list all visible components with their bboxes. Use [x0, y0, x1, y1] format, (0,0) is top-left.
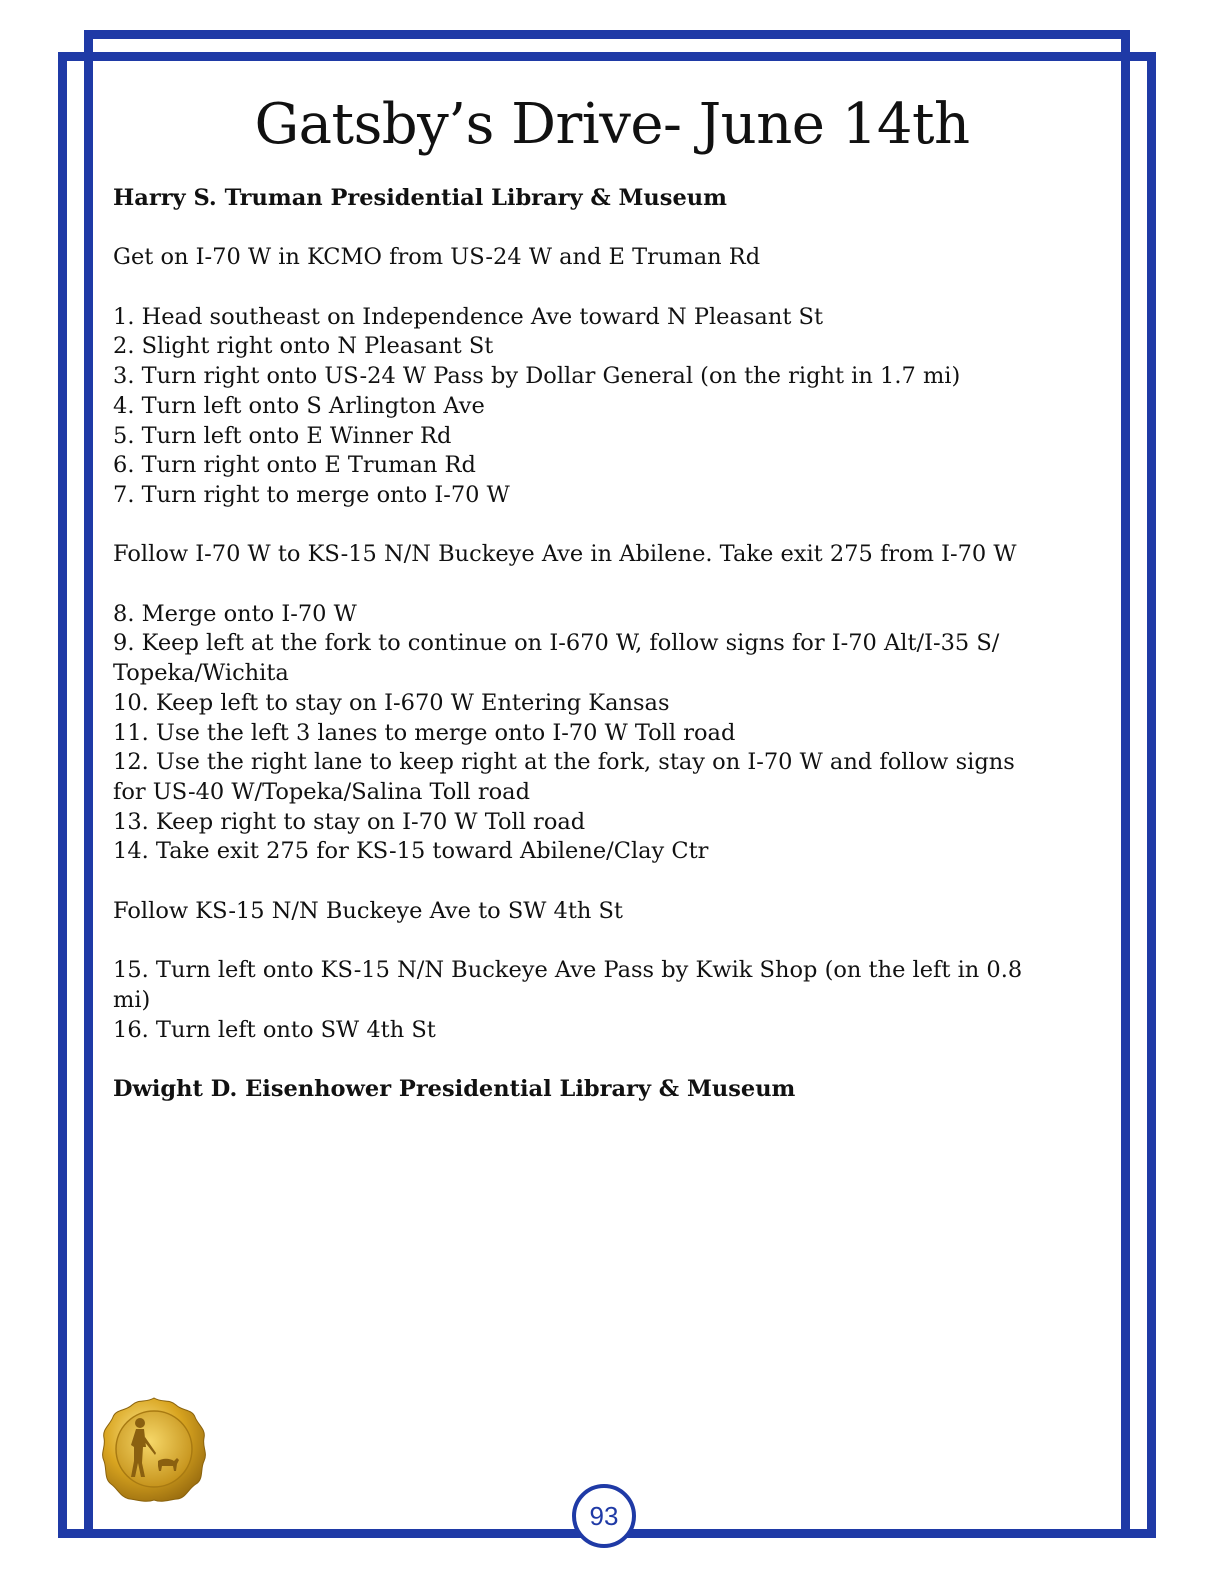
directions-content: [113, 184, 1103, 1105]
direction-step: 2. Slight right onto N Pleasant St: [113, 333, 494, 360]
direction-step: 7. Turn right to merge onto I-70 W: [113, 482, 510, 508]
page-number: 93: [589, 1500, 619, 1531]
direction-step: 3. Turn right onto US-24 W Pass by Dollar General (on the right in 1.7 mi): [113, 363, 961, 390]
spacer: [113, 214, 1103, 244]
section-intro: Follow I-70 W to KS-15 N/N Buckeye Ave in Abilene. Take exit 275 from I-70 W: [113, 541, 1017, 568]
section-intro: Follow KS-15 N/N Buckeye Ave to SW 4th St: [113, 897, 623, 924]
spacer: [113, 511, 1103, 541]
direction-step: 13. Keep right to stay on I-70 W Toll road: [113, 808, 586, 835]
spacer: [113, 927, 1103, 957]
page-title: Gatsby’s Drive- June 14th: [254, 92, 970, 157]
spacer: [113, 273, 1103, 303]
direction-step: 10. Keep left to stay on I-670 W Entering Kansas: [113, 689, 670, 716]
spacer: [113, 570, 1103, 600]
spacer: [113, 867, 1103, 897]
walker-with-dog-seal-icon: [100, 1395, 208, 1503]
direction-step: 16. Turn left onto SW 4th St: [113, 1016, 436, 1043]
direction-step: 12. Use the right lane to keep right at the fork, stay on I-70 W and follow signs: [113, 749, 1015, 776]
direction-step: 15. Turn left onto KS-15 N/N Buckeye Ave Pass by Kwik Shop (on the left in 0.8: [113, 957, 1023, 984]
direction-step: 5. Turn left onto E Winner Rd: [113, 422, 452, 449]
direction-step: 11. Use the left 3 lanes to merge onto I-70 W Toll road: [113, 719, 736, 746]
spacer: [113, 1045, 1103, 1075]
direction-step: 1. Head southeast on Independence Ave toward N Pleasant St: [113, 303, 823, 330]
direction-step: 6. Turn right onto E Truman Rd: [113, 452, 476, 479]
destination-location: Dwight D. Eisenhower Presidential Library & Museum: [113, 1075, 796, 1102]
page-number-badge: [572, 1484, 636, 1548]
direction-step: 4. Turn left onto S Arlington Ave: [113, 392, 485, 419]
section-intro: Get on I-70 W in KCMO from US-24 W and E Truman Rd: [113, 244, 761, 271]
direction-step-continued: for US-40 W/Topeka/Salina Toll road: [113, 779, 530, 805]
direction-step: 14. Take exit 275 for KS-15 toward Abilene/Clay Ctr: [113, 838, 709, 865]
direction-step-continued: mi): [113, 986, 151, 1013]
start-location: Harry S. Truman Presidential Library & Museum: [113, 185, 727, 211]
direction-step: 8. Merge onto I-70 W: [113, 600, 357, 627]
direction-step: 9. Keep left at the fork to continue on I-670 W, follow signs for I-70 Alt/I-35 S/: [113, 630, 1000, 657]
direction-step-continued: Topeka/Wichita: [113, 660, 289, 687]
